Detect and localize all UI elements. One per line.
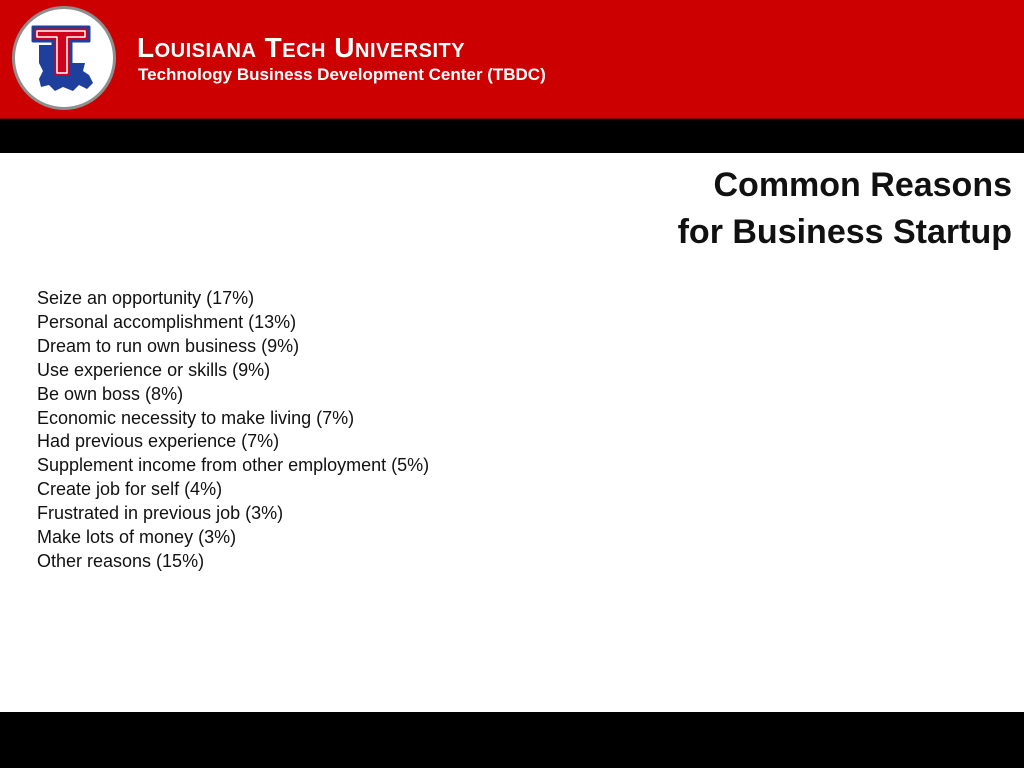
reason-item: Supplement income from other employment (5%)	[37, 455, 430, 476]
reason-item: Personal accomplishment (13%)	[37, 311, 297, 332]
reasons-list	[37, 287, 429, 574]
university-logo	[12, 6, 116, 110]
louisiana-tech-t-logo-icon	[29, 23, 99, 97]
slide-title	[412, 162, 1012, 256]
center-subtitle: Technology Business Development Center (TBDC)	[138, 65, 546, 84]
footer-bar	[0, 712, 1024, 768]
header-banner	[0, 0, 1024, 119]
slide-title-line-2: for Business Startup	[677, 213, 1012, 251]
reason-item: Create job for self (4%)	[37, 479, 223, 500]
header-divider-bar	[0, 119, 1024, 153]
reason-item: Seize an opportunity (17%)	[37, 288, 255, 308]
university-name: Louisiana Tech University	[137, 32, 466, 63]
reason-item: Dream to run own business (9%)	[37, 335, 300, 356]
reason-item: Be own boss (8%)	[37, 383, 184, 404]
reason-item: Make lots of money (3%)	[37, 527, 237, 548]
reason-item: Had previous experience (7%)	[37, 431, 280, 452]
reason-item: Frustrated in previous job (3%)	[37, 503, 284, 524]
reason-item: Other reasons (15%)	[37, 550, 205, 571]
reason-item: Use experience or skills (9%)	[37, 359, 271, 380]
reason-item: Economic necessity to make living (7%)	[37, 407, 355, 428]
slide-title-line-1: Common Reasons	[713, 166, 1012, 204]
